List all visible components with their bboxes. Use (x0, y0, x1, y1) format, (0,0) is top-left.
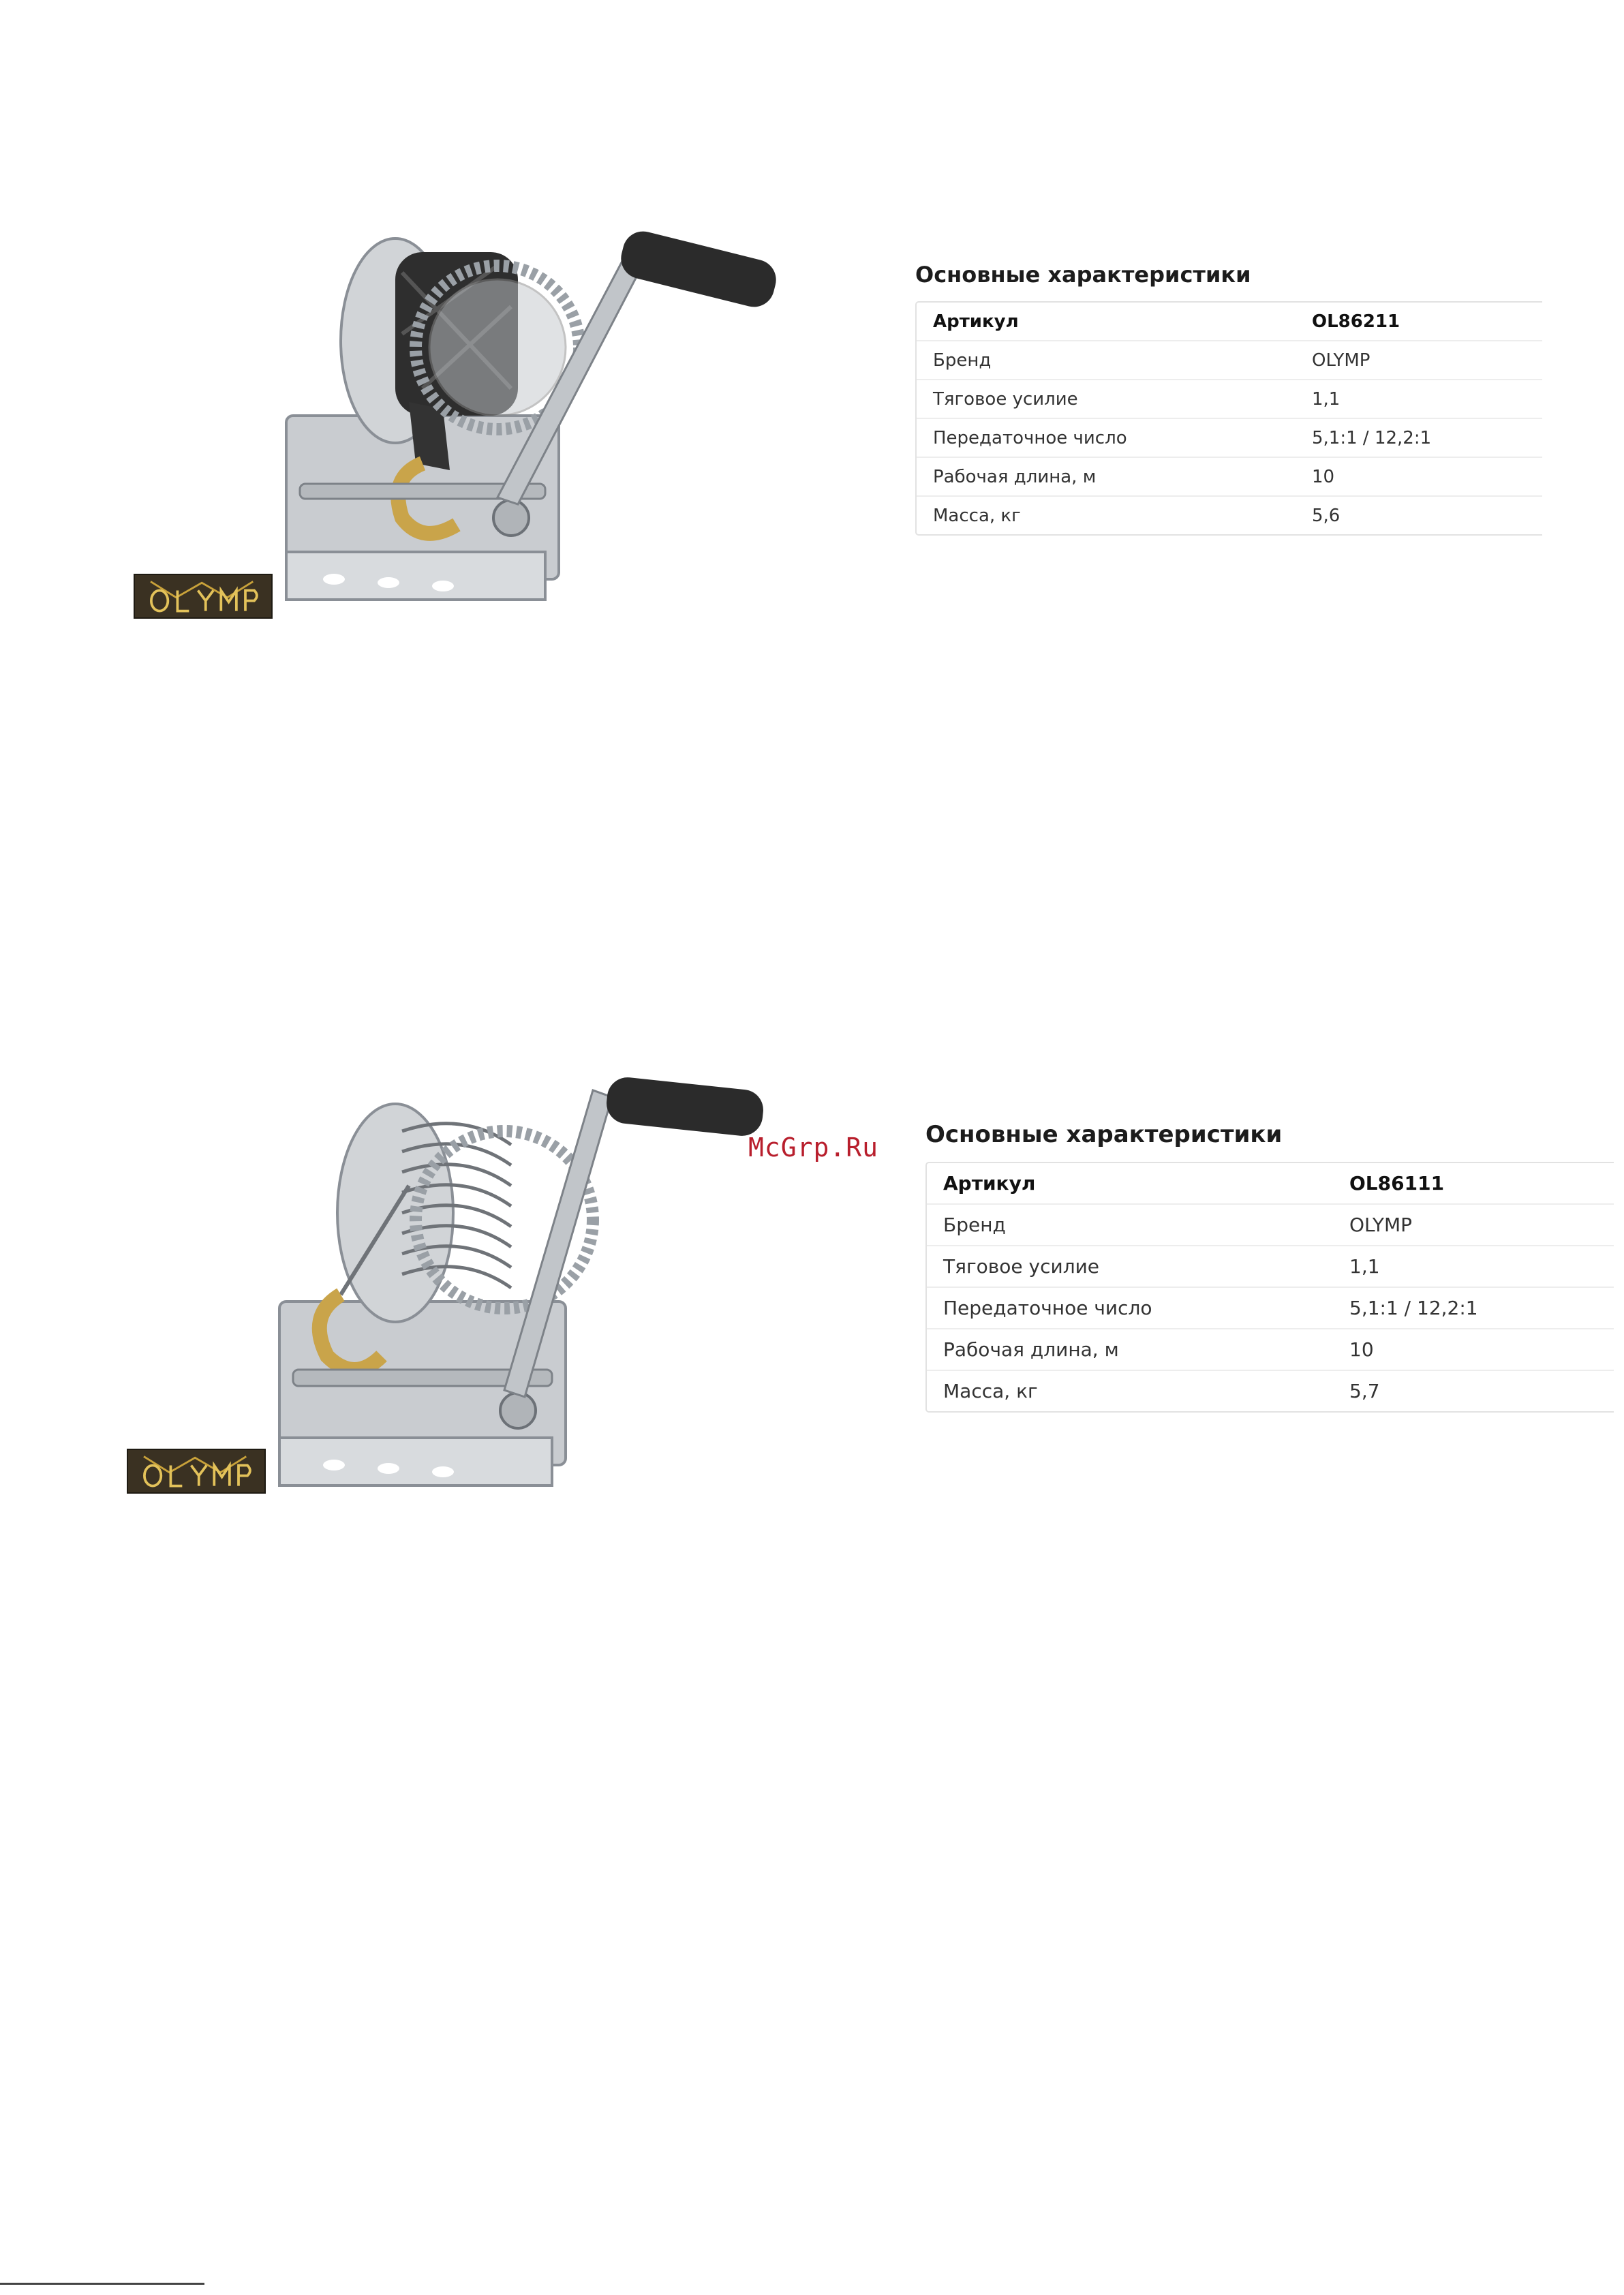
spec-value: OLYMP (1349, 1214, 1413, 1236)
table-row (927, 1371, 1614, 1411)
spec-value: OLYMP (1312, 350, 1370, 371)
brand-logo (127, 1449, 266, 1494)
spec-label: Передаточное число (933, 427, 1127, 448)
spec-value: 10 (1349, 1338, 1374, 1361)
spec-value: OL86111 (1349, 1172, 1445, 1195)
table-row (927, 1163, 1614, 1205)
spec-label: Артикул (933, 311, 1019, 332)
spec-label: Передаточное число (943, 1297, 1152, 1319)
specs-block (915, 262, 1542, 536)
spec-label: Тяговое усилие (943, 1255, 1100, 1278)
spec-value: 5,1:1 / 12,2:1 (1349, 1297, 1478, 1319)
table-row (917, 497, 1542, 534)
spec-label: Рабочая длина, м (933, 466, 1097, 487)
specs-block (925, 1121, 1614, 1413)
specs-title: Основные характеристики (915, 262, 1251, 288)
table-row (917, 303, 1542, 341)
spec-value: 1,1 (1349, 1255, 1380, 1278)
spec-value: OL86211 (1312, 311, 1400, 332)
winch-cable-photo (266, 1070, 804, 1492)
spec-label: Масса, кг (943, 1380, 1038, 1402)
spec-value: 5,7 (1349, 1380, 1380, 1402)
table-row (917, 458, 1542, 497)
spec-value: 10 (1312, 466, 1335, 487)
table-row (927, 1205, 1614, 1246)
table-row (917, 341, 1542, 380)
spec-label: Рабочая длина, м (943, 1338, 1119, 1361)
watermark: McGrp.Ru (748, 1133, 879, 1162)
table-row (917, 380, 1542, 419)
table-row (927, 1288, 1614, 1329)
brand-logo (134, 574, 273, 619)
table-row (927, 1246, 1614, 1288)
spec-value: 1,1 (1312, 388, 1340, 410)
spec-value: 5,6 (1312, 505, 1340, 526)
table-row (927, 1329, 1614, 1371)
winch-strap-photo (273, 211, 804, 606)
table-row (917, 419, 1542, 458)
spec-label: Бренд (933, 350, 992, 371)
specs-table (925, 1162, 1614, 1413)
footer-rule (0, 2283, 204, 2285)
spec-label: Масса, кг (933, 505, 1021, 526)
spec-label: Бренд (943, 1214, 1006, 1236)
specs-title: Основные характеристики (925, 1121, 1283, 1148)
spec-label: Артикул (943, 1172, 1036, 1195)
spec-label: Тяговое усилие (933, 388, 1078, 410)
specs-table (915, 301, 1542, 536)
spec-value: 5,1:1 / 12,2:1 (1312, 427, 1432, 448)
